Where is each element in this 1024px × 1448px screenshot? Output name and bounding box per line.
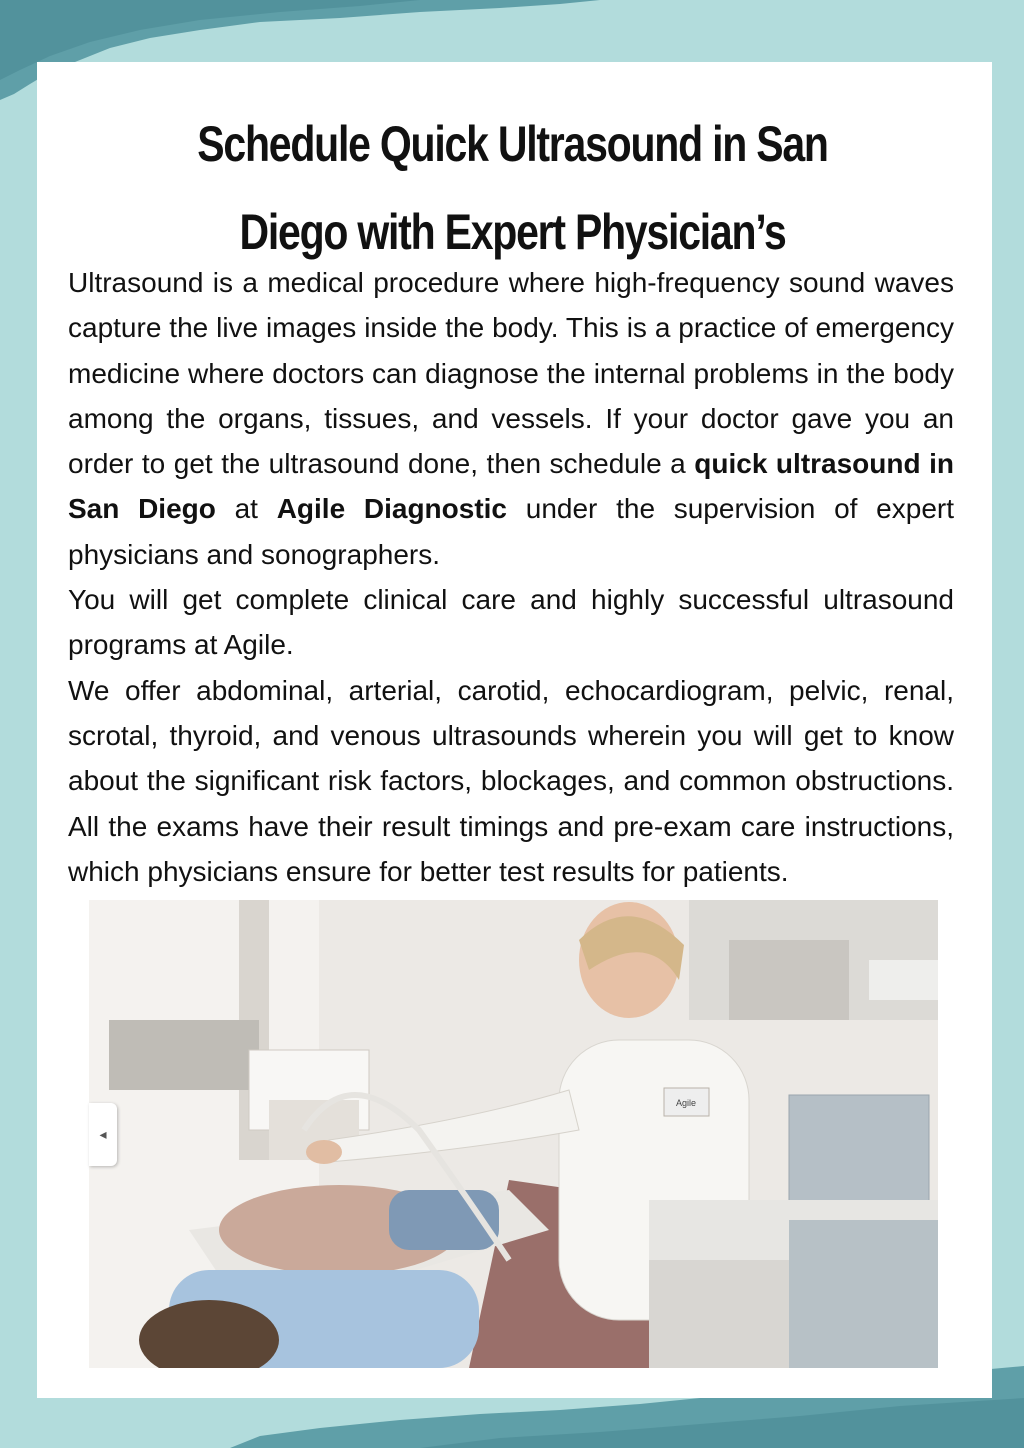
- paragraph-intro: [68, 260, 954, 577]
- paragraph-services: We offer abdominal, arterial, carotid, echocardiogram, pelvic, renal, scrotal, thyroid, and venous ultrasounds wherein you will get to know about the significant risk factors, blockages, and common obstructions. All the exams have their result timings and pre-exam care instructions, which physicians ensure for better test results for patients.: [68, 674, 954, 887]
- paragraph-intro-text-3: under the supervision of expert physicians and sonographers.: [68, 493, 954, 570]
- photo-prev-button[interactable]: [89, 1103, 117, 1166]
- ultrasound-exam-photo: [89, 900, 938, 1368]
- article-body: [68, 260, 954, 894]
- paragraph-intro-text-2: at: [215, 493, 277, 525]
- keyword-agile-diagnostic: Agile Diagnostic: [276, 493, 508, 525]
- photo-illustration: [89, 900, 938, 1368]
- photo-badge-text: Agile: [675, 1098, 697, 1108]
- keyword-quick-ultrasound: quick ultrasound in San Diego: [68, 448, 955, 525]
- page-title: Schedule Quick Ultrasound in San Diego with Expert Physician’s: [197, 116, 828, 260]
- chevron-left-icon: ◂: [99, 1126, 107, 1142]
- paragraph-intro-text-1: Ultrasound is a medical procedure where high-frequency sound waves capture the live images inside the body. This is a practice of emergency medicine where doctors can diagnose the internal problems in the body among the organs, tissues, and vessels. If your doctor gave you an order to get the ultrasound done, then schedule a: [68, 267, 954, 480]
- paragraph-clinical-care: You will get complete clinical care and highly successful ultrasound programs at Agile.: [68, 584, 954, 661]
